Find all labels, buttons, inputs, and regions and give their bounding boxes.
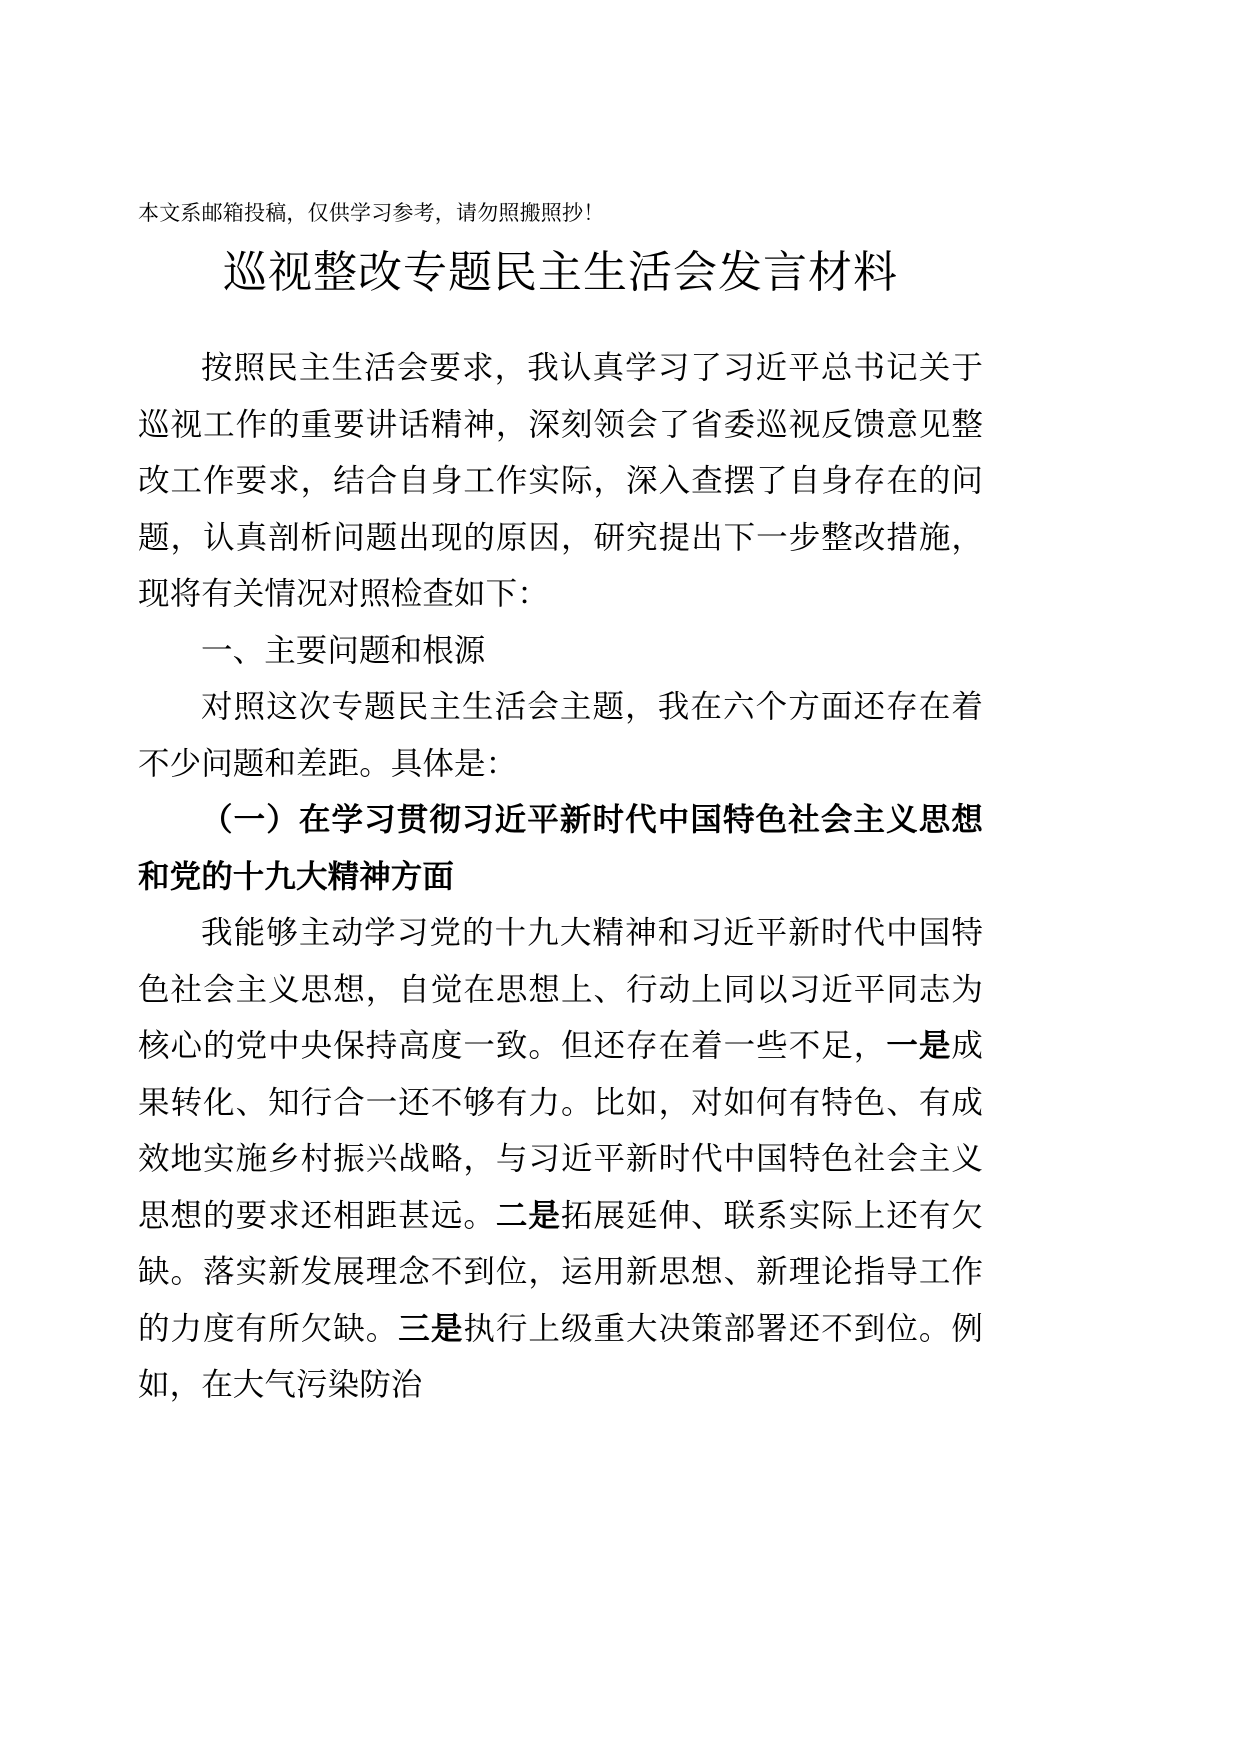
page-title: 巡视整改专题民主生活会发言材料	[223, 247, 898, 298]
subsection-one-body-paragraph	[138, 905, 983, 1414]
submission-notice: 本文系邮箱投稿，仅供学习参考，请勿照搬照抄！	[138, 201, 605, 225]
emphasis-second-point: 二是	[495, 1197, 561, 1234]
section-one-heading: 一、主要问题和根源	[201, 632, 486, 669]
document-content	[138, 0, 983, 1414]
subsection-one-heading: （一）在学习贯彻习近平新时代中国特色社会主义思想和党的十九大精神方面	[138, 802, 983, 895]
body-text-part-3: 拓展延伸、联系实际上还有欠缺。落实新发展理念不到位，运用新思想、新理论指导工作的力度有所欠缺。	[138, 1197, 983, 1347]
emphasis-first-point: 一是	[886, 1028, 952, 1064]
body-text-part-1: 我能够主动学习党的十九大精神和习近平新时代中国特色社会主义思想，自觉在思想上、行动上同以习近平同志为核心的党中央保持高度一致。但还存在着一些不足，	[138, 915, 983, 1064]
emphasis-third-point: 三是	[398, 1310, 464, 1347]
section-one-lead-paragraph: 对照这次专题民主生活会主题，我在六个方面还存在着不少问题和差距。具体是：	[138, 689, 983, 782]
document-body	[138, 304, 983, 1414]
intro-paragraph: 按照民主生活会要求，我认真学习了习近平总书记关于巡视工作的重要讲话精神，深刻领会了省委巡视反馈意见整改工作要求，结合自身工作实际，深入查摆了自身存在的问题，认真剖析问题出现的原因，研究提出下一步整改措施，现将有关情况对照检查如下：	[138, 350, 983, 612]
body-text-part-4: 执行上级重大决策部署还不到位。例如，在大气污染防治	[138, 1310, 983, 1403]
body-text-part-2: 成果转化、知行合一还不够有力。比如，对如何有特色、有成效地实施乡村振兴战略，与习近平新时代中国特色社会主义思想的要求还相距甚远。	[138, 1028, 983, 1234]
